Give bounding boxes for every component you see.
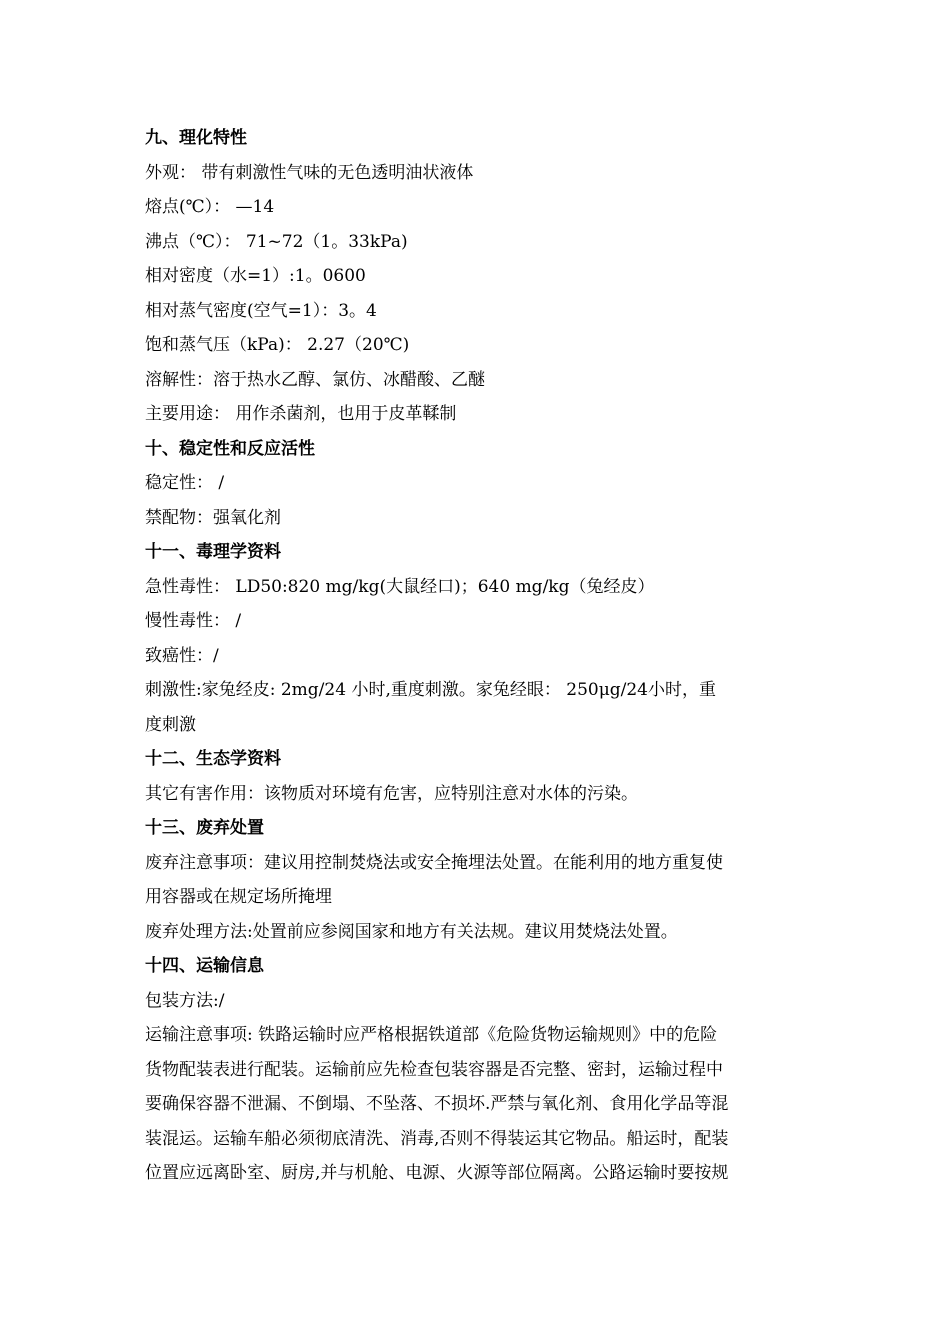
section-heading: 九、理化特性 — [145, 128, 247, 148]
text-line: 其它有害作用：该物质对环境有危害，应特别注意对水体的污染。 — [145, 783, 638, 804]
text-line: 致癌性：/ — [145, 645, 219, 666]
section-heading: 十二、生态学资料 — [145, 749, 281, 769]
text-line: 货物配装表进行配装。运输前应先检查包装容器是否完整、密封，运输过程中 — [145, 1059, 723, 1080]
section-heading: 十、稳定性和反应活性 — [145, 438, 315, 459]
text-line: 用容器或在规定场所掩埋 — [145, 887, 332, 907]
text-line: 稳定性： / — [145, 473, 225, 493]
text-line: 急性毒性： LD50:820 mg/kg(大鼠经口)；640 mg/kg（兔经皮） — [145, 576, 655, 597]
document-body — [145, 121, 810, 1191]
text-line: 饱和蒸气压（kPa)： 2.27（20℃) — [145, 335, 410, 355]
text-line: 禁配物：强氧化剂 — [145, 507, 281, 528]
text-line: 刺激性:家兔经皮: 2mg/24 小时,重度刺激。家兔经眼： 250μg/24小时，重 — [145, 680, 716, 700]
text-line: 慢性毒性： / — [145, 611, 242, 631]
section-heading: 十四、运输信息 — [145, 956, 264, 976]
text-line: 装混运。运输车船必须彻底清洗、消毒,否则不得装运其它物品。船运时，配装 — [145, 1128, 729, 1149]
text-line: 度刺激 — [145, 714, 196, 735]
text-line: 相对蒸气密度(空气=1）：3。4 — [145, 300, 377, 321]
text-line: 位置应远离卧室、厨房,并与机舱、电源、火源等部位隔离。公路运输时要按规 — [145, 1163, 729, 1183]
text-line: 熔点(℃）： —14 — [145, 197, 275, 217]
text-line: 相对密度（水=1）:1。0600 — [145, 266, 366, 286]
text-line: 运输注意事项: 铁路运输时应严格根据铁道部《危险货物运输规则》中的危险 — [145, 1025, 718, 1045]
text-line: 废弃处理方法:处置前应参阅国家和地方有关法规。建议用焚烧法处置。 — [145, 921, 678, 942]
section-heading: 十一、毒理学资料 — [145, 542, 281, 562]
text-line: 要确保容器不泄漏、不倒塌、不坠落、不损坏.严禁与氧化剂、食用化学品等混 — [145, 1094, 729, 1114]
text-line: 废弃注意事项：建议用控制焚烧法或安全掩埋法处置。在能利用的地方重复使 — [145, 852, 723, 873]
text-line: 包装方法:/ — [145, 990, 225, 1011]
text-line: 沸点（℃）： 71~72（1。33kPa) — [145, 231, 408, 252]
section-heading: 十三、废弃处置 — [145, 818, 264, 838]
text-line: 主要用途： 用作杀菌剂，也用于皮革鞣制 — [145, 404, 457, 424]
text-line: 溶解性：溶于热水乙醇、氯仿、冰醋酸、乙醚 — [145, 369, 485, 390]
text-line: 外观： 带有刺激性气味的无色透明油状液体 — [145, 162, 474, 183]
